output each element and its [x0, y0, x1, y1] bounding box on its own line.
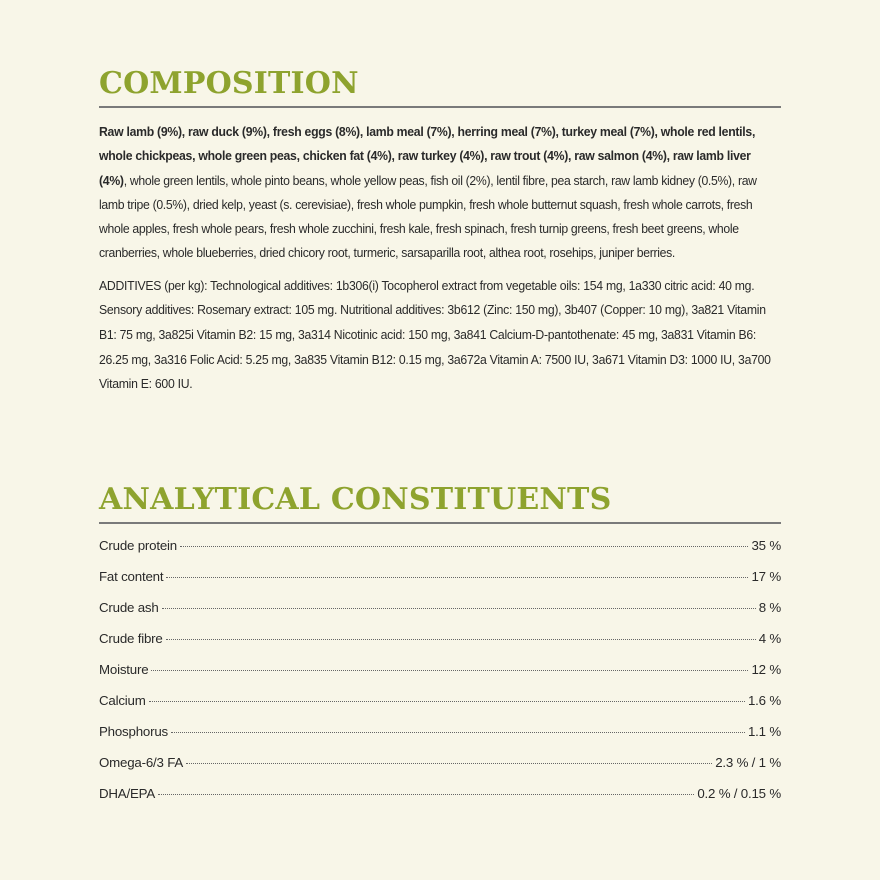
constituent-label: Crude fibre [99, 631, 163, 646]
constituent-label: Moisture [99, 662, 149, 677]
ingredients-text [99, 120, 780, 266]
dot-leader [171, 732, 745, 733]
constituent-label: Crude protein [99, 538, 177, 553]
main-ingredients: Raw lamb (9%), raw duck (9%), fresh eggs (8%), lamb meal (7%), herring meal (7%), turkey meal (7%), whole red lentils, whole chickpeas, whole green peas, chicken fat (4%), raw turkey (4%), raw trout (4%), raw salmon (4%), raw lamb liver (4%) [99, 124, 756, 188]
analytical-heading: ANALYTICAL CONSTITUENTS [99, 482, 612, 517]
additives-text: ADDITIVES (per kg): Technological additives: 1b306(i) Tocopherol extract from vegetable oils: 154 mg, 1a330 citric acid: 40 mg. Sensory additives: Rosemary extract: 105 mg. Nutritional additives: 3b612 (Zinc: 150 mg), 3b407 (Copper: 10 mg), 3a821 Vitamin B1: 75 mg, 3a825i Vitamin B2: 15 mg, 3a314 Nicotinic acid: 150 mg, 3a841 Calcium-D-pantothenate: 45 mg, 3a831 Vitamin B6: 26.25 mg, 3a316 Folic Acid: 5.25 mg, 3a835 Vitamin B12: 0.15 mg, 3a672a Vitamin A: 7500 IU, 3a671 Vitamin D3: 1000 IU, 3a700 Vitamin E: 600 IU. [99, 277, 771, 392]
dot-leader [186, 763, 712, 764]
constituent-row [99, 786, 781, 817]
dot-leader [158, 794, 694, 795]
constituent-value: 12 % [751, 662, 781, 677]
analytical-divider [99, 522, 781, 524]
constituent-value: 1.6 % [747, 693, 781, 708]
constituent-value: 35 % [751, 538, 781, 553]
constituent-row [99, 724, 781, 755]
constituent-row [99, 755, 781, 786]
dot-leader [151, 670, 748, 671]
analytical-section [99, 482, 781, 817]
constituent-value: 17 % [751, 569, 781, 584]
constituent-row [99, 662, 781, 693]
constituent-row [99, 631, 781, 662]
constituent-label: Crude ash [99, 600, 159, 615]
constituent-label: Calcium [99, 693, 146, 708]
constituent-label: Fat content [99, 569, 164, 584]
constituent-value: 0.2 % / 0.15 % [697, 786, 781, 801]
constituent-value: 2.3 % / 1 % [715, 755, 781, 770]
dot-leader [180, 546, 749, 547]
constituent-row [99, 600, 781, 631]
dot-leader [166, 577, 748, 578]
constituents-table [99, 538, 781, 817]
constituent-label: Phosphorus [99, 724, 168, 739]
constituent-value: 1.1 % [747, 724, 781, 739]
constituent-value: 4 % [758, 631, 781, 646]
constituent-row [99, 538, 781, 569]
dot-leader [166, 639, 756, 640]
dot-leader [162, 608, 756, 609]
composition-divider [99, 106, 781, 108]
dot-leader [149, 701, 745, 702]
composition-heading: COMPOSITION [99, 66, 359, 101]
constituent-value: 8 % [758, 600, 781, 615]
composition-section [99, 66, 781, 397]
constituent-row [99, 693, 781, 724]
constituent-label: Omega-6/3 FA [99, 755, 184, 770]
constituent-row [99, 569, 781, 600]
other-ingredients: , whole green lentils, whole pinto beans, whole yellow peas, fish oil (2%), lentil fibre, pea starch, raw lamb kidney (0.5%), raw lamb tripe (0.5%), dried kelp, yeast (s. cerevisiae), fresh whole pumpkin, fresh whole butternut squash, fresh whole carrots, fresh whole apples, fresh whole pears, fresh whole zucchini, fresh kale, fresh spinach, fresh turnip greens, fresh beet greens, whole cranberries, whole blueberries, dried chicory root, turmeric, sarsaparilla root, althea root, rosehips, juniper berries. [99, 172, 757, 261]
constituent-label: DHA/EPA [99, 786, 155, 801]
